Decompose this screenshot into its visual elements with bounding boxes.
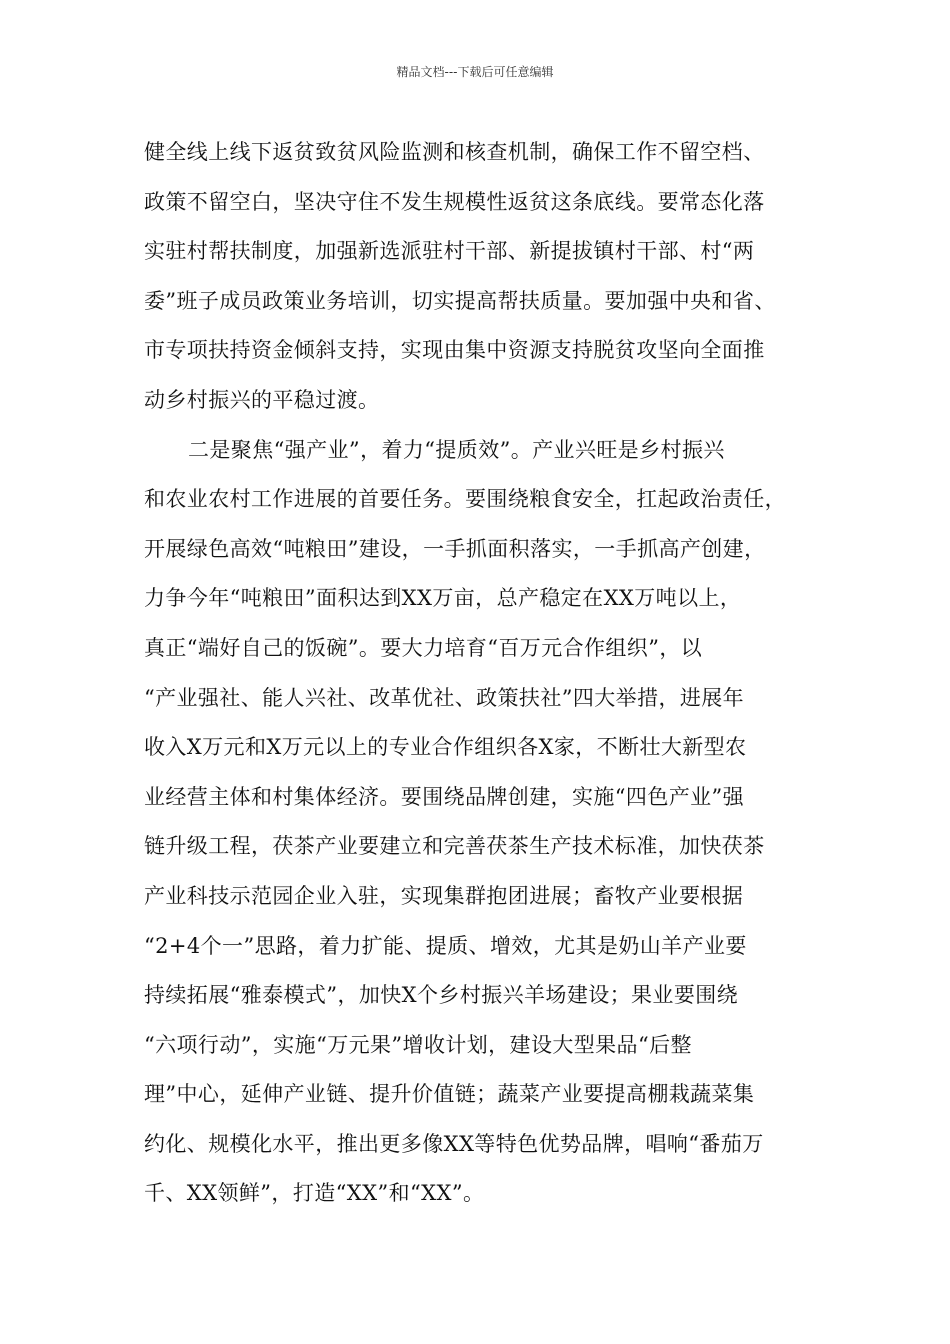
text-line: 和农业农村工作进展的首要任务。要围绕粮食安全，扛起政治责任， — [144, 487, 786, 512]
text-line: 政策不留空白，坚决守住不发生规模性返贫这条底线。要常态化落 — [144, 189, 765, 214]
text-line: “2+4个一”思路，着力扩能、提质、增效，尤其是奶山羊产业要 — [144, 933, 747, 958]
text-line: 产业科技示范园企业入驻，实现集群抱团进展；畜牧产业要根据 — [144, 883, 744, 908]
text-line: 委”班子成员政策业务培训，切实提高帮扶质量。要加强中央和省、 — [144, 288, 776, 313]
paragraph-1 — [144, 128, 834, 426]
text-line: 健全线上线下返贫致贫风险监测和核查机制，确保工作不留空档、 — [144, 140, 765, 164]
text-line: 链升级工程，茯茶产业要建立和完善茯茶生产技术标准，加快茯茶 — [144, 834, 765, 859]
page-header: 精品文档---下载后可任意编辑 — [396, 65, 554, 79]
text-line: “六项行动”，实施“万元果”增收计划，建设大型果品“后整 — [144, 1032, 692, 1057]
text-line: 业经营主体和村集体经济。要围绕品牌创建，实施“四色产业”强 — [144, 784, 745, 809]
text-line: 理”中心，延伸产业链、提升价值链；蔬菜产业要提高棚栽蔬菜集 — [144, 1082, 755, 1107]
text-line: 实驻村帮扶制度，加强新选派驻村干部、新提拔镇村干部、村“两 — [144, 239, 755, 264]
text-line: 动乡村振兴的平稳过渡。 — [144, 387, 380, 412]
text-line: 市专项扶持资金倾斜支持，实现由集中资源支持脱贫攻坚向全面推 — [144, 338, 765, 363]
text-line: 约化、规模化水平，推出更多像XX等特色优势品牌，唱响“番茄万 — [144, 1131, 764, 1156]
paragraph-2 — [144, 426, 834, 1220]
text-line: 力争今年“吨粮田”面积达到XX万亩，总产稳定在XX万吨以上， — [144, 586, 742, 611]
text-line: 千、XX领鲜”，打造“XX”和“XX”。 — [144, 1181, 485, 1206]
text-line: 二是聚焦“强产业”，着力“提质效”。产业兴旺是乡村振兴 — [188, 437, 725, 462]
text-line: 收入X万元和X万元以上的专业合作组织各X家，不断壮大新型农 — [144, 735, 747, 760]
document-body — [144, 128, 834, 1219]
text-line: 开展绿色高效“吨粮田”建设，一手抓面积落实，一手抓高产创建， — [144, 536, 766, 561]
text-line: 持续拓展“雅泰模式”，加快X个乡村振兴羊场建设；果业要围绕 — [144, 983, 739, 1008]
text-line: “产业强社、能人兴社、改革优社、政策扶社”四大举措，进展年 — [144, 685, 745, 710]
text-line: 真正“端好自己的饭碗”。要大力培育“百万元合作组织”，以 — [144, 635, 703, 660]
